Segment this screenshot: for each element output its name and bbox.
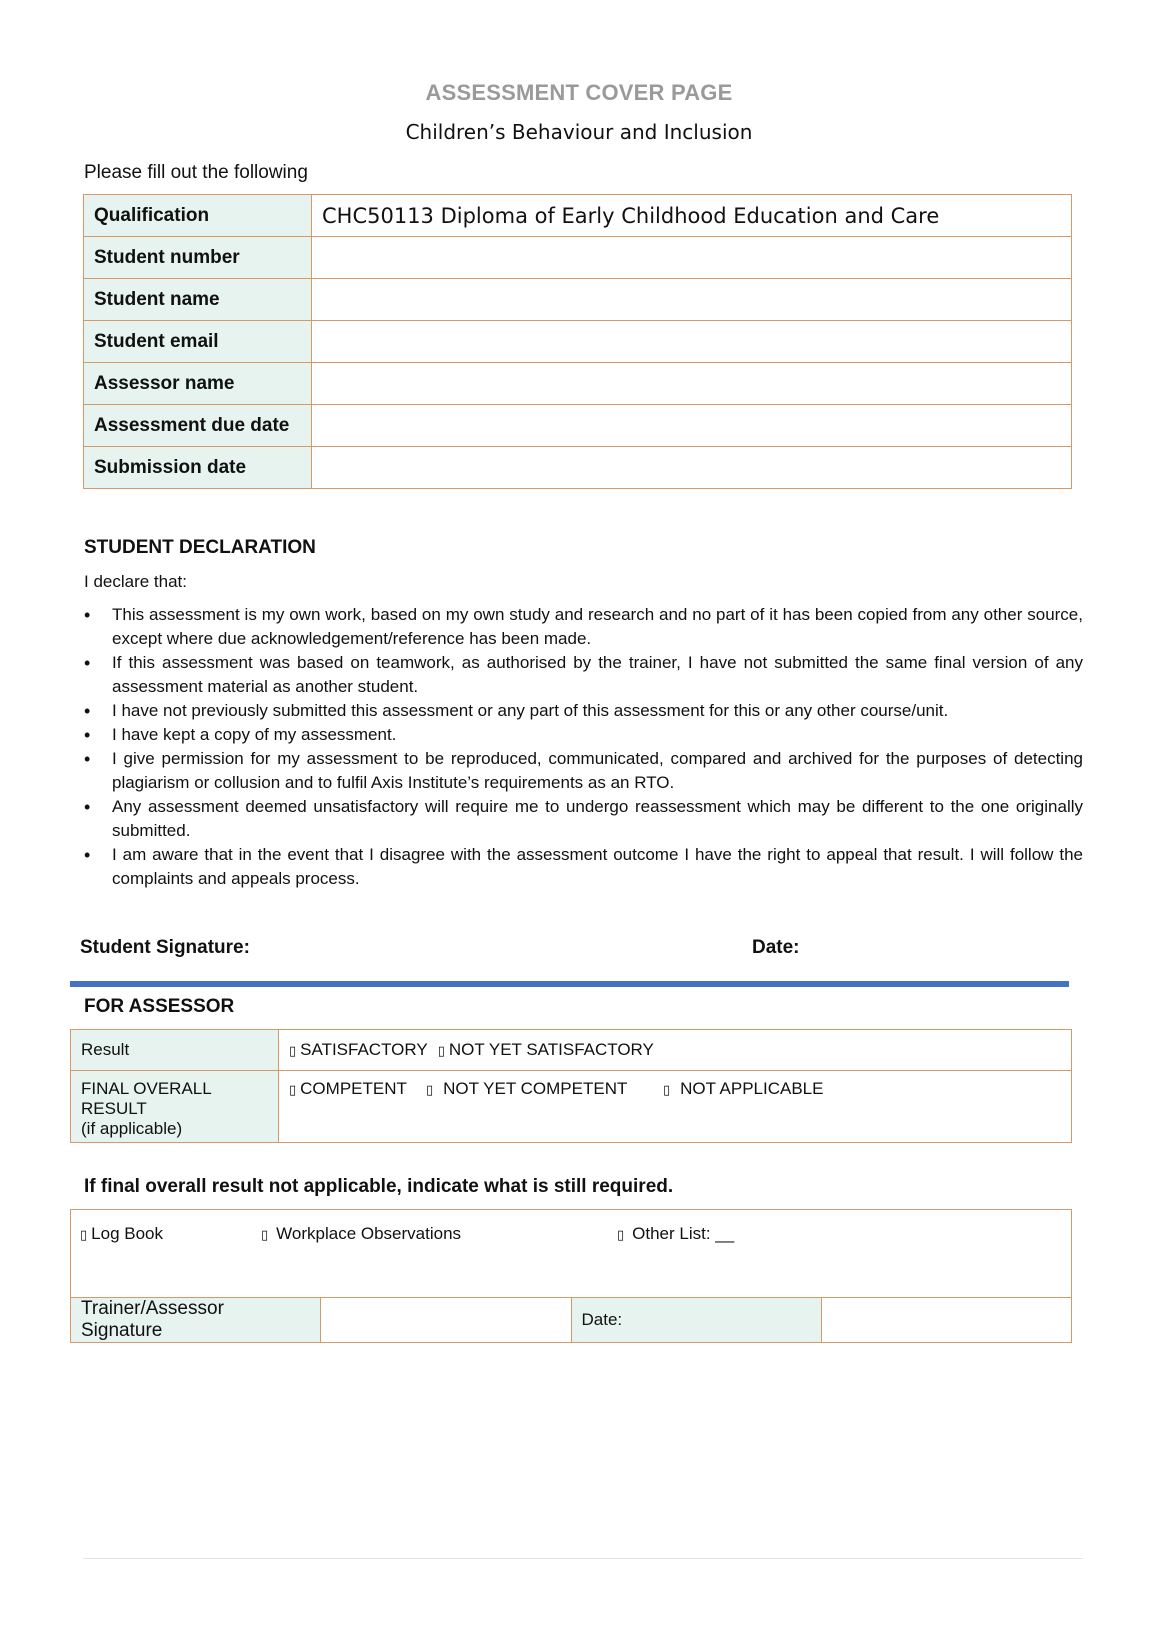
student-name-label: Student name: [84, 279, 312, 321]
student-email-label: Student email: [84, 321, 312, 363]
other-list-option[interactable]: [617, 1224, 734, 1244]
option-label: COMPETENT: [300, 1079, 407, 1098]
qualification-label: Qualification: [84, 195, 312, 237]
list-item: • I give permission for my assessment to be reproduced, communicated, compared and archived for the purposes of detecting plagiarism or collusion and to fulfil Axis Institute’s requirements as an RTO.: [84, 747, 1083, 795]
table-row: [84, 321, 1072, 363]
due-date-field[interactable]: [312, 405, 1072, 447]
checkbox-icon[interactable]: ▯: [80, 1227, 88, 1242]
satisfactory-option[interactable]: [289, 1040, 428, 1060]
option-label: NOT YET COMPETENT: [443, 1079, 628, 1098]
checkbox-icon[interactable]: ▯: [261, 1227, 269, 1242]
checkbox-icon[interactable]: ▯: [289, 1043, 297, 1058]
final-result-label: [71, 1071, 279, 1143]
table-row: [84, 195, 1072, 237]
option-label: SATISFACTORY: [300, 1040, 428, 1059]
trainer-signature-field[interactable]: [321, 1298, 571, 1343]
assessor-heading: FOR ASSESSOR: [84, 996, 235, 1017]
workplace-observations-option[interactable]: [261, 1224, 461, 1244]
checkbox-icon[interactable]: ▯: [617, 1227, 625, 1242]
table-row: [84, 447, 1072, 489]
table-row: [84, 237, 1072, 279]
footer-divider: [83, 1558, 1083, 1559]
trainer-signature-label: Trainer/Assessor Signature: [71, 1298, 321, 1343]
requirements-options: [71, 1210, 1072, 1298]
submission-date-label: Submission date: [84, 447, 312, 489]
not-applicable-option[interactable]: [663, 1079, 823, 1099]
student-name-field[interactable]: [312, 279, 1072, 321]
result-label: Result: [71, 1030, 279, 1071]
table-row: [71, 1071, 1072, 1143]
result-options: [279, 1030, 1072, 1071]
competent-option[interactable]: [289, 1079, 407, 1099]
student-number-field[interactable]: [312, 237, 1072, 279]
trainer-date-field[interactable]: [821, 1298, 1071, 1343]
student-info-table: [83, 194, 1072, 489]
student-number-label: Student number: [84, 237, 312, 279]
not-yet-satisfactory-option[interactable]: [438, 1040, 654, 1060]
assessor-result-table: [70, 1029, 1072, 1143]
requirements-table: [70, 1209, 1072, 1343]
due-date-label: Assessment due date: [84, 405, 312, 447]
list-item: • Any assessment deemed unsatisfactory will require me to undergo reassessment which may be different to the one originally submitted.: [84, 795, 1083, 843]
table-row: [84, 405, 1072, 447]
not-yet-competent-option[interactable]: [426, 1079, 627, 1099]
assessor-name-label: Assessor name: [84, 363, 312, 405]
list-item: • I have kept a copy of my assessment.: [84, 723, 1083, 747]
trainer-date-label: Date:: [571, 1298, 821, 1343]
table-row: [71, 1030, 1072, 1071]
requirements-heading: If final overall result not applicable, indicate what is still required.: [84, 1176, 674, 1197]
option-label: NOT APPLICABLE: [680, 1079, 824, 1098]
submission-date-field[interactable]: [312, 447, 1072, 489]
list-item: • This assessment is my own work, based on my own study and research and no part of it has been copied from any other source, except where due acknowledgement/reference has been made.: [84, 603, 1083, 651]
qualification-field[interactable]: CHC50113 Diploma of Early Childhood Education and Care: [312, 195, 1072, 237]
list-item: • If this assessment was based on teamwork, as authorised by the trainer, I have not submitted the same final version of any assessment material as another student.: [84, 651, 1083, 699]
option-label: Log Book: [91, 1224, 163, 1243]
checkbox-icon[interactable]: ▯: [663, 1082, 671, 1097]
list-item: • I have not previously submitted this assessment or any part of this assessment for this or any other course/unit.: [84, 699, 1083, 723]
declaration-heading: STUDENT DECLARATION: [84, 537, 316, 558]
final-result-options: [279, 1071, 1072, 1143]
list-item: • I am aware that in the event that I disagree with the assessment outcome I have the right to appeal that result. I will follow the complaints and appeals process.: [84, 843, 1083, 891]
final-result-label-line2: (if applicable): [81, 1119, 183, 1138]
assessor-name-field[interactable]: [312, 363, 1072, 405]
option-label: Workplace Observations: [276, 1224, 462, 1243]
page-title: ASSESSMENT COVER PAGE: [425, 80, 733, 105]
option-label: Other List: __: [632, 1224, 735, 1243]
declaration-list: [84, 603, 1083, 891]
student-email-field[interactable]: [312, 321, 1072, 363]
table-row: [84, 363, 1072, 405]
student-signature-label: Student Signature:: [80, 937, 250, 958]
checkbox-icon[interactable]: ▯: [426, 1082, 434, 1097]
checkbox-icon[interactable]: ▯: [289, 1082, 297, 1097]
declaration-intro: I declare that:: [84, 572, 188, 591]
table-row: [71, 1298, 1072, 1343]
table-row: [71, 1210, 1072, 1298]
table-row: [84, 279, 1072, 321]
section-divider: [70, 981, 1069, 987]
checkbox-icon[interactable]: ▯: [437, 1043, 445, 1058]
unit-subtitle: Children’s Behaviour and Inclusion: [405, 120, 753, 144]
final-result-label-line1: FINAL OVERALL RESULT: [81, 1079, 212, 1118]
option-label: NOT YET SATISFACTORY: [448, 1040, 654, 1059]
student-date-label: Date:: [752, 937, 800, 958]
form-intro: Please fill out the following: [84, 162, 308, 183]
log-book-option[interactable]: [80, 1224, 163, 1244]
